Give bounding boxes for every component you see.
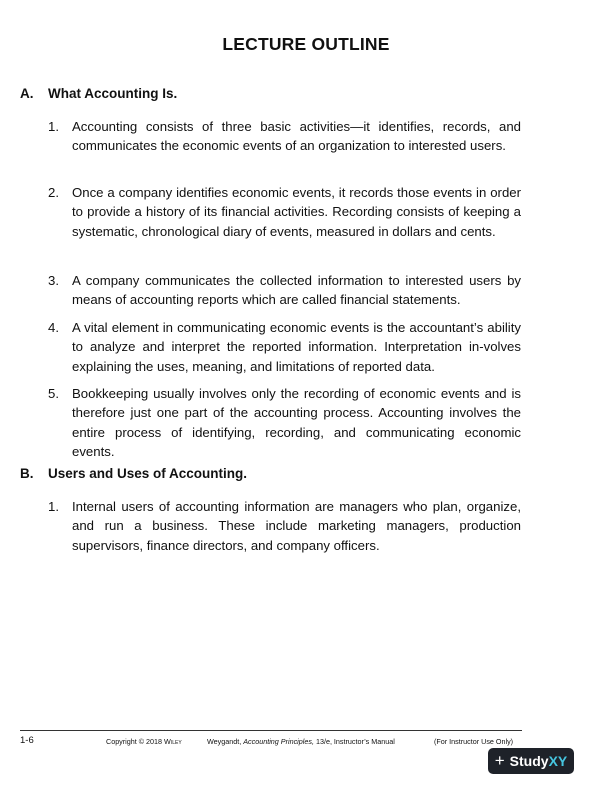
item-text: Once a company identifies economic events, it records those events in order to provide a history of its financial activities. Recording consists of keeping a systematic, chronological diary of events, measured in dollars and cents. (72, 185, 521, 239)
section-letter: B. (20, 466, 34, 481)
item-text: A vital element in communicating economic events is the accountant’s ability to analyze and interpret the reported information. Interpretation in-volves explaining the uses, meaning, and limitations of reported data. (72, 320, 521, 374)
book-edition: 13/e, Instructor’s Manual (315, 737, 395, 746)
section-heading-text: Users and Uses of Accounting. (48, 466, 248, 481)
list-item (48, 183, 521, 241)
book-citation (207, 737, 395, 746)
brand-name-part1: Study (509, 753, 549, 769)
item-text: Accounting consists of three basic activities—it identifies, records, and communicates the economic events of an organization to interested users. (72, 119, 521, 154)
footer-divider (20, 730, 522, 731)
section-letter: A. (20, 86, 34, 101)
item-number: 1. (48, 119, 59, 134)
book-title: Accounting Principles, (243, 737, 314, 746)
section-heading-b (20, 466, 247, 481)
item-number: 2. (48, 185, 59, 200)
list-item (48, 117, 521, 156)
item-text: Internal users of accounting information are managers who plan, organize, and run a business. These include marketing managers, production supervisors, finance directors, and company officers. (72, 499, 521, 553)
item-text: Bookkeeping usually involves only the recording of economic events and is therefore just one part of the accounting process. Accounting involves the entire process of identifying, recording, and communicating economic events. (72, 386, 521, 460)
copyright-notice (106, 737, 182, 746)
page-title: LECTURE OUTLINE (222, 34, 390, 54)
list-item (48, 384, 521, 462)
list-item (48, 271, 521, 310)
item-number: 1. (48, 499, 59, 514)
brand-name-part2: XY (548, 753, 568, 769)
copyright-text: Copyright © 2018 (106, 737, 163, 746)
list-item (48, 318, 521, 376)
list-item (48, 497, 521, 555)
page-number: 1-6 (20, 735, 34, 746)
item-number: 4. (48, 320, 59, 335)
item-text: A company communicates the collected information to interested users by means of accounting reports which are called financial statements. (72, 273, 521, 308)
section-heading-a (20, 86, 177, 101)
plus-icon: + (494, 751, 505, 770)
item-number: 5. (48, 386, 59, 401)
publisher-name: Wiley (164, 737, 182, 746)
section-heading-text: What Accounting Is. (48, 86, 178, 101)
instructor-note: (For Instructor Use Only) (434, 737, 514, 746)
studyxy-badge[interactable] (488, 748, 574, 774)
author-name: Weygandt, (207, 737, 242, 746)
item-number: 3. (48, 273, 59, 288)
